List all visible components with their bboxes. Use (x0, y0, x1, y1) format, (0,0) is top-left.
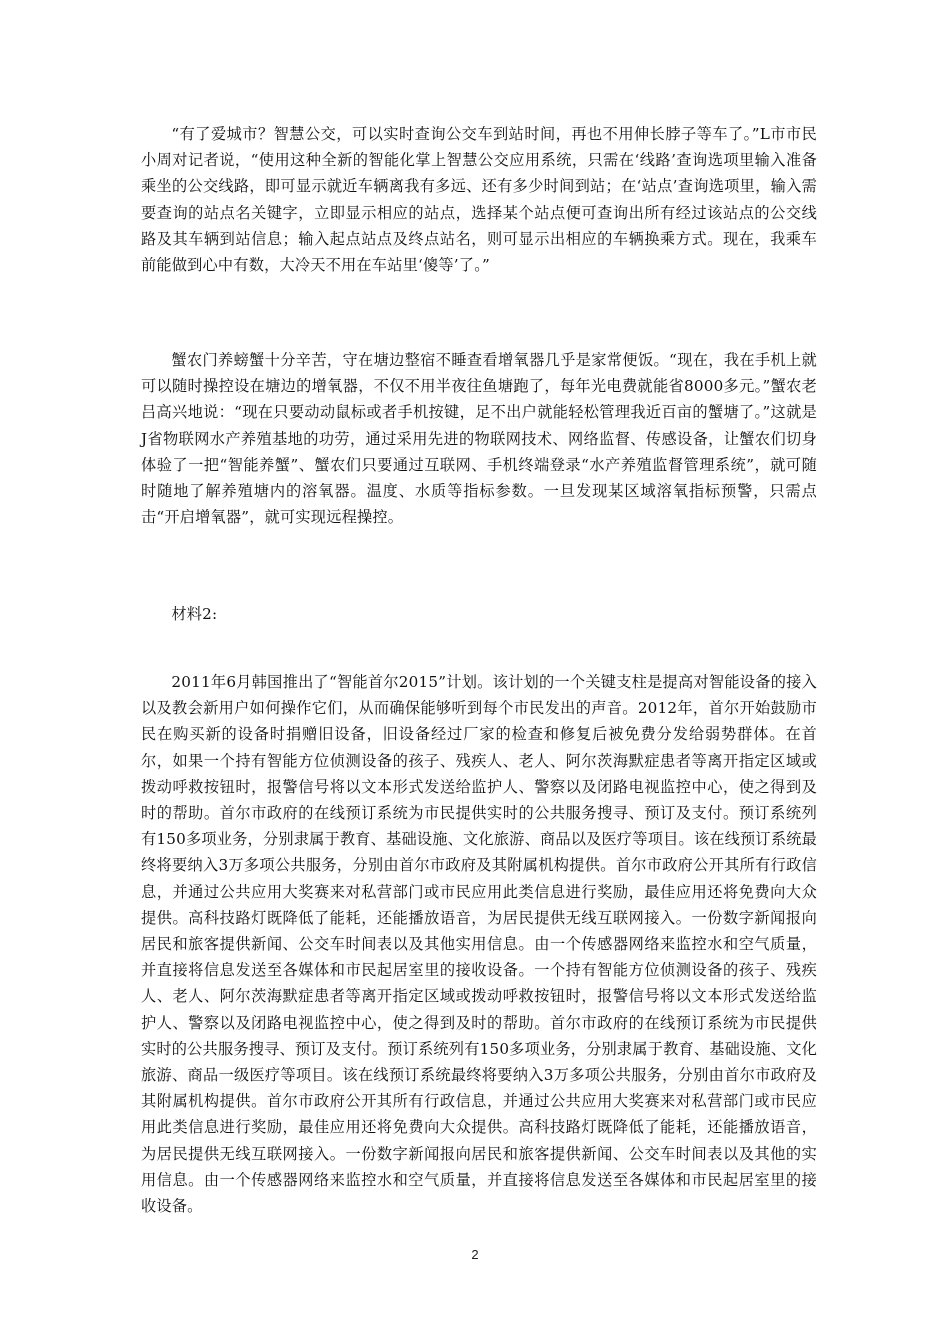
paragraph-smart-crab-farming: 蟹农门养螃蟹十分辛苦，守在塘边整宿不睡查看增氧器几乎是家常便饭。“现在，我在手机上就可以随时操控设在塘边的增氧器，不仅不用半夜往鱼塘跑了，每年光电费就能省8000多元。”蟹农老吕高兴地说：“现在只要动动鼠标或者手机按键，足不出户就能轻松管理我近百亩的蟹塘了。”这就是J省物联网水产养殖基地的功劳，通过采用先进的物联网技术、网络监督、传感设备，让蟹农们切身体验了一把“智能养蟹”、蟹农们只要通过互联网、手机终端登录“水产养殖监督管理系统”，就可随时随地了解养殖塘内的溶氧器。温度、水质等指标参数。一旦发现某区域溶氧指标预警，只需点击“开启增氧器”，就可实现远程操控。 (141, 351, 817, 527)
page-number: 2 (471, 1247, 479, 1262)
paragraph-smart-bus: “有了爱城市？智慧公交，可以实时查询公交车到站时间，再也不用伸长脖子等车了。”L市市民小周对记者说，“使用这种全新的智能化掌上智慧公交应用系统，只需在‘线路’查询选项里输入准备乘坐的公交线路，即可显示就近车辆离我有多远、还有多少时间到站；在‘站点’查询选项里，输入需要查询的站点名关键字，立即显示相应的站点，选择某个站点便可查询出所有经过该站点的公交线路及其车辆到站信息；输入起点站点及终点站名，则可显示出相应的车辆换乘方式。现在，我乘车前能做到心中有数，大冷天不用在车站里‘傻等’了。” (141, 125, 817, 275)
material-heading: 材料2: (171, 605, 218, 623)
paragraph-smart-seoul: 2011年6月韩国推出了“智能首尔2015”计划。该计划的一个关键支柱是提高对智能设备的接入以及教会新用户如何操作它们，从而确保能够听到每个市民发出的声音。2012年，首尔开始鼓励市民在购买新的设备时捐赠旧设备，旧设备经过厂家的检查和修复后被免费分发给弱势群体。在首尔，如果一个持有智能方位侦测设备的孩子、残疾人、老人、阿尔茨海默症患者等离开指定区域或拨动呼救按钮时，报警信号将以文本形式发送给监护人、警察以及闭路电视监控中心，使之得到及时的帮助。首尔市政府的在线预订系统为市民提供实时的公共服务搜寻、预订及支付。预订系统列有150多项业务，分别隶属于教育、基础设施、文化旅游、商品以及医疗等项目。该在线预订系统最终将要纳入3万多项公共服务，分别由首尔市政府及其附属机构提供。首尔市政府公开其所有行政信息，并通过公共应用大奖赛来对私营部门或市民应用此类信息进行奖励，最佳应用还将免费向大众提供。高科技路灯既降低了能耗，还能播放语音，为居民提供无线互联网接入。一份数字新闻报向居民和旅客提供新闻、公交车时间表以及其他实用信息。由一个传感器网络来监控水和空气质量，并直接将信息发送至各媒体和市民起居室里的接收设备。一个持有智能方位侦测设备的孩子、残疾人、老人、阿尔茨海默症患者等离开指定区域或拨动呼救按钮时，报警信号将以文本形式发送给监护人、警察以及闭路电视监控中心，使之得到及时的帮助。首尔市政府的在线预订系统为市民提供实时的公共服务搜寻、预订及支付。预订系统列有150多项业务，分别隶属于教育、基础设施、文化旅游、商品一级医疗等项目。该在线预订系统最终将要纳入3万多项公共服务，分别由首尔市政府及其附属机构提供。首尔市政府公开其所有行政信息，并通过公共应用大奖赛来对私营部门或市民应用此类信息进行奖励，最佳应用还将免费向大众提供。高科技路灯既降低了能耗，还能播放语音，为居民提供无线互联网接入。一份数字新闻报向居民和旅客提供新闻、公交车时间表以及其他的实用信息。由一个传感器网络来监控水和空气质量，并直接将信息发送至各媒体和市民起居室里的接收设备。 (141, 673, 817, 1216)
